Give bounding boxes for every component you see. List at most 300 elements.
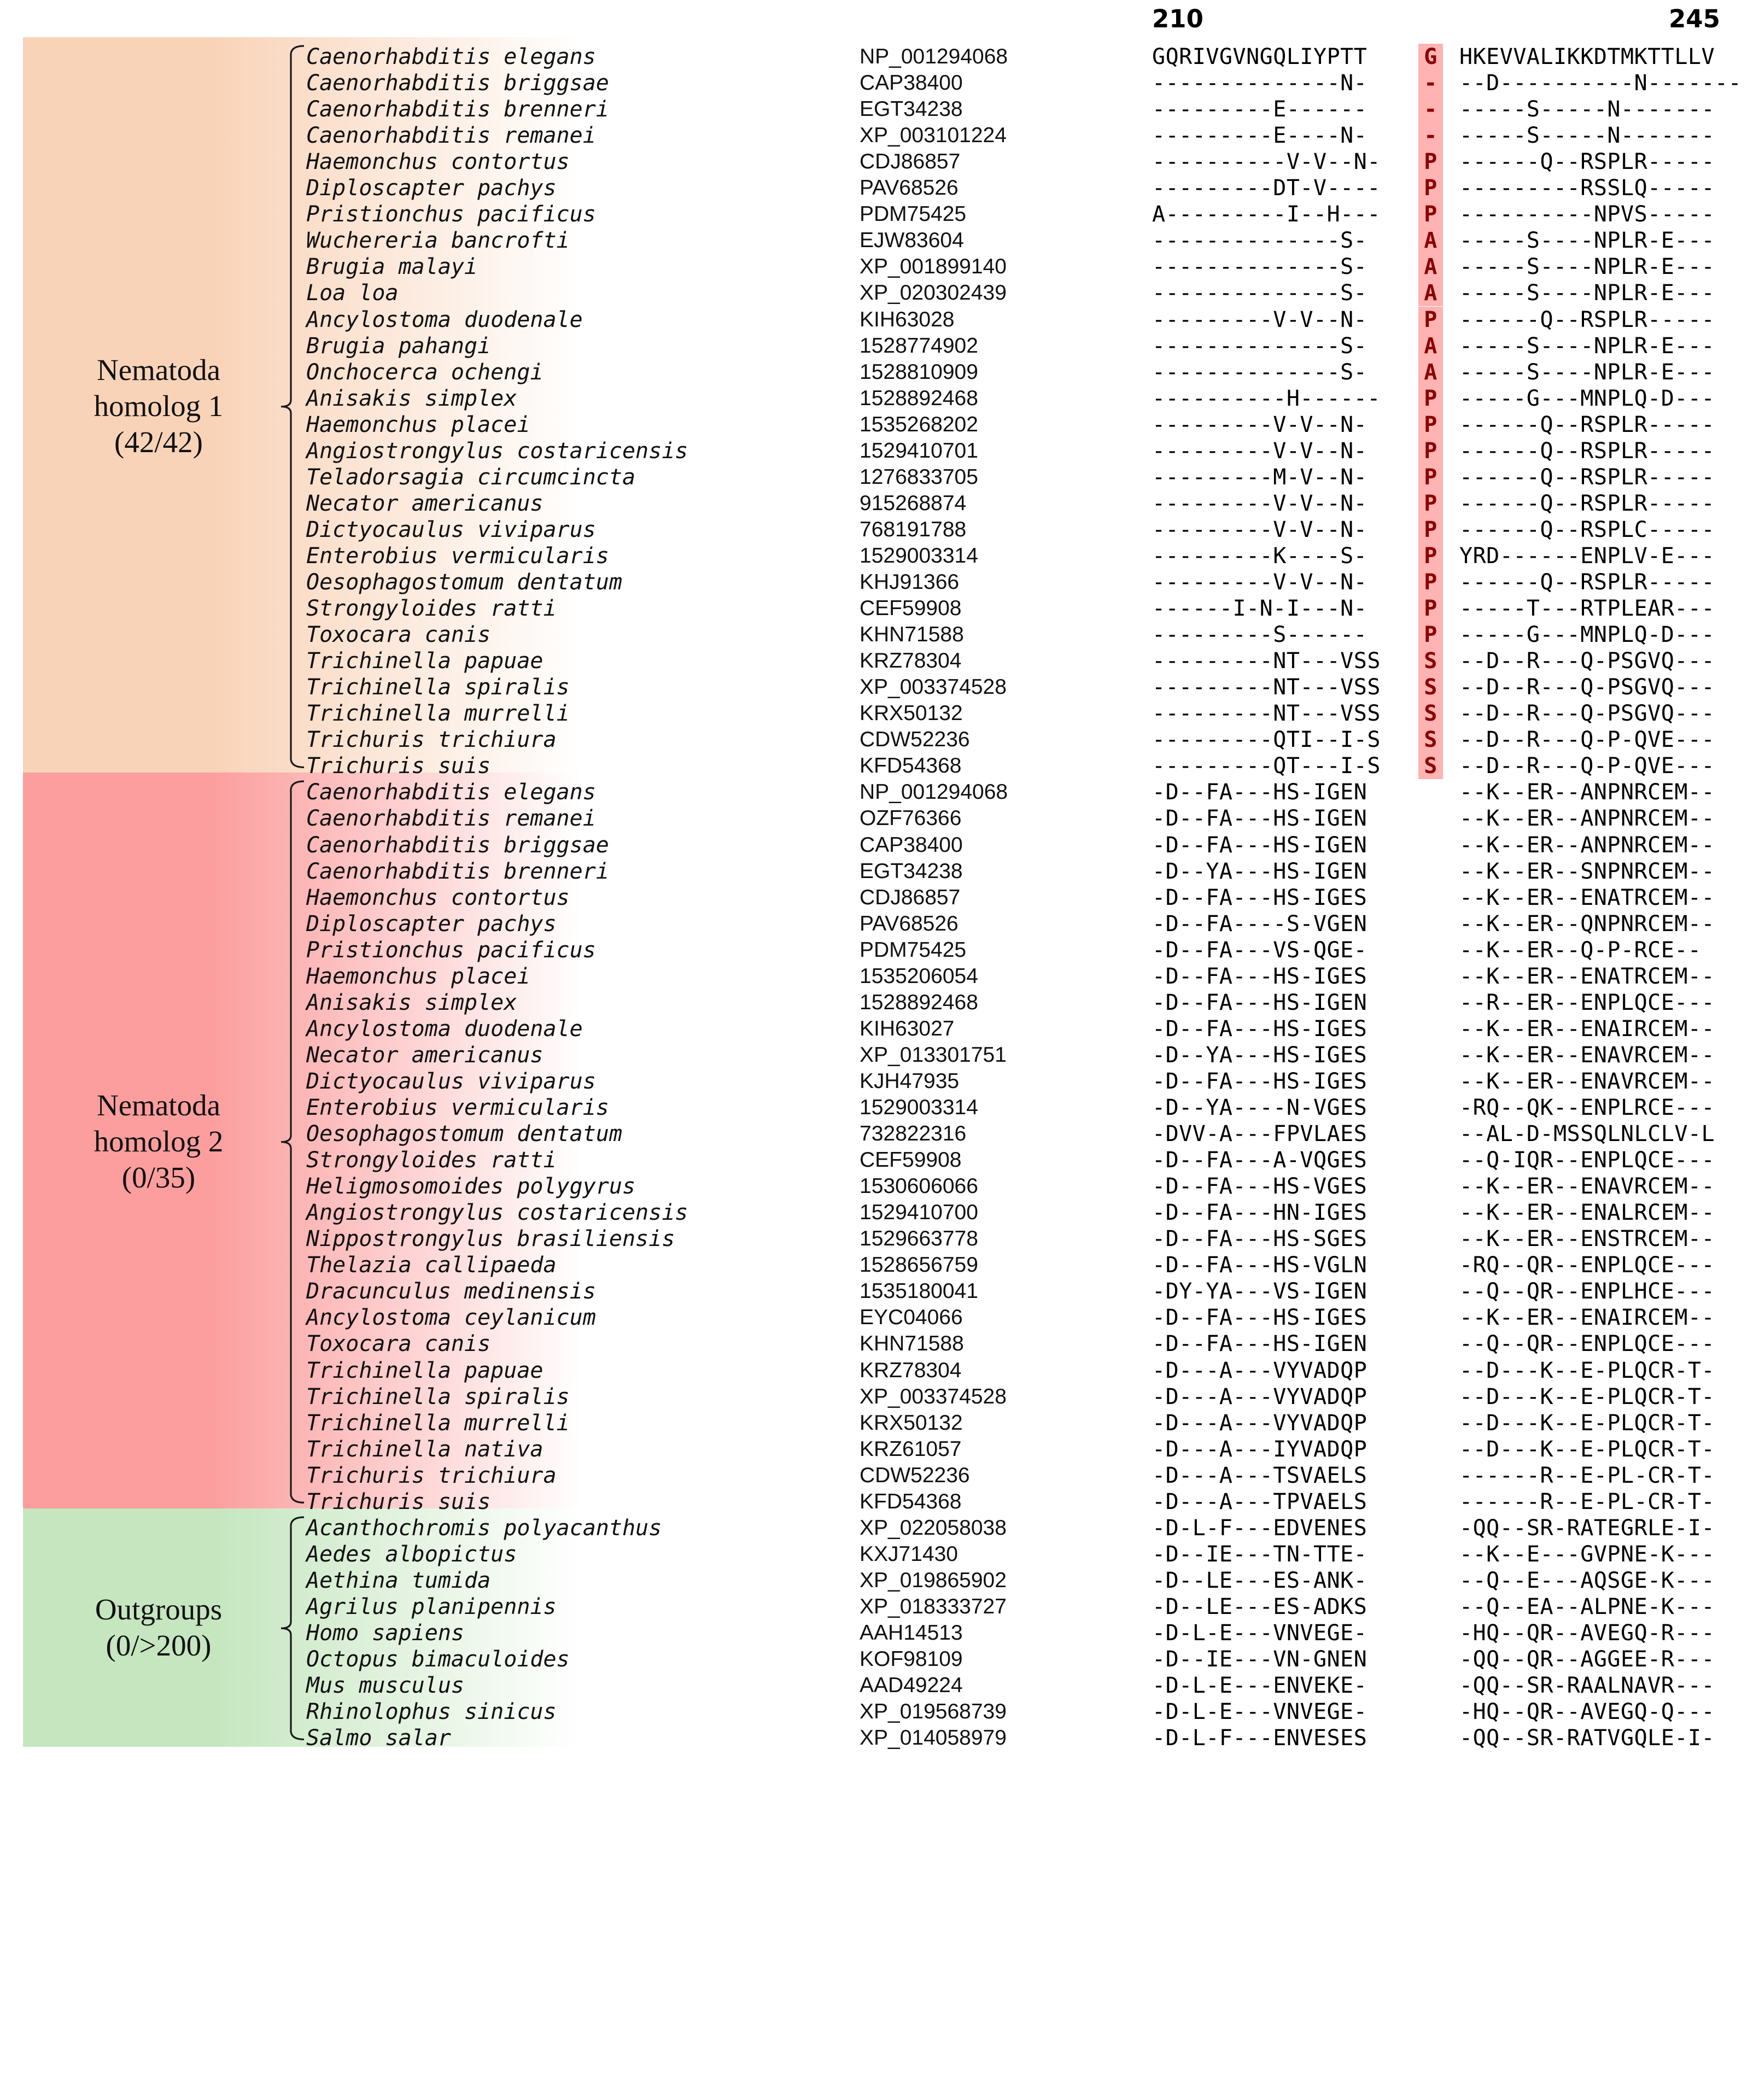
- sequence-segment-left: -D--FA---VS-QGE-: [1152, 937, 1368, 963]
- sequence-segment-left: -D---A---TSVAELS: [1152, 1463, 1368, 1488]
- sequence-segment-right: -HQ--QR--AVEGQ-R---: [1459, 1621, 1715, 1646]
- sequence-segment-left: -D---A---VYVADQP: [1152, 1384, 1368, 1409]
- table-row: [0, 912, 1759, 938]
- accession-number[interactable]: KHJ91366: [860, 570, 960, 594]
- species-name: Anisakis simplex: [306, 990, 517, 1015]
- sequence-segment-right: -----S----NPLR-E---: [1459, 333, 1715, 359]
- sequence-segment-right: ------Q--RSPLR-----: [1459, 464, 1715, 490]
- group-label-line: Nematoda: [96, 1089, 220, 1122]
- sequence-gap: [1443, 990, 1459, 1016]
- sequence-row: [1152, 1515, 1715, 1541]
- sequence-row: [1152, 1672, 1715, 1699]
- highlighted-residue: A: [1418, 333, 1443, 359]
- sequence-segment-right: -QQ--SR-RATVGQLE-I-: [1459, 1725, 1715, 1751]
- group-label-line: Outgroups: [95, 1593, 223, 1627]
- accession-number[interactable]: XP_003374528: [860, 1384, 1007, 1408]
- sequence-gap: [1443, 1173, 1459, 1200]
- sequence-row: [1152, 1226, 1715, 1252]
- accession-number[interactable]: 1529410700: [860, 1201, 978, 1225]
- sequence-gap: [1443, 1042, 1459, 1068]
- table-row: [0, 1385, 1759, 1411]
- species-name: Wuchereria bancrofti: [306, 228, 570, 254]
- highlighted-residue: S: [1418, 753, 1443, 779]
- table-row: [0, 1122, 1759, 1148]
- species-name: Necator americanus: [306, 1042, 544, 1068]
- group-label-line: (42/42): [114, 425, 203, 459]
- sequence-segment-left: -D--FA----S-VGEN: [1152, 911, 1368, 937]
- sequence-segment-right: --D--R---Q-PSGVQ---: [1459, 701, 1715, 727]
- sequence-segment-right: --K--ER--ANPNRCEM--: [1459, 806, 1715, 832]
- sequence-segment-left: ---------K----S-: [1152, 543, 1368, 569]
- accession-number[interactable]: KHN71588: [860, 1332, 964, 1356]
- table-row: [0, 1516, 1759, 1542]
- species-name: Diploscapter pachys: [306, 911, 557, 937]
- sequence-gap: [1443, 490, 1459, 517]
- sequence-gap: [1443, 412, 1459, 438]
- sequence-segment-left: -D--FA---HS-SGES: [1152, 1226, 1368, 1252]
- sequence-gap: [1443, 1567, 1459, 1594]
- sequence-segment-right: -RQ--QR--ENPLQCE---: [1459, 1253, 1715, 1278]
- sequence-segment-right: -----G---MNPLQ-D---: [1459, 622, 1715, 648]
- sequence-gap: [1443, 1410, 1459, 1436]
- sequence-segment-left: ---------E----N-: [1152, 123, 1368, 149]
- sequence-gap: [1443, 595, 1459, 622]
- accession-number[interactable]: 768191788: [860, 517, 967, 541]
- accession-number[interactable]: EJW83604: [860, 229, 964, 253]
- sequence-gap: [1443, 1226, 1459, 1252]
- sequence-row: [1152, 1095, 1715, 1121]
- accession-number[interactable]: 732822316: [860, 1122, 967, 1146]
- species-name: Oesophagostomum dentatum: [306, 570, 622, 595]
- highlight-placeholder: [1418, 1699, 1443, 1725]
- sequence-segment-left: ---------DT-V----: [1152, 176, 1381, 201]
- species-name: Haemonchus contortus: [306, 885, 570, 910]
- sequence-segment-left: --------------S-: [1152, 280, 1368, 306]
- accession-number[interactable]: 1528810909: [860, 360, 978, 384]
- accession-number[interactable]: KRX50132: [860, 701, 963, 726]
- highlight-placeholder: [1418, 858, 1443, 885]
- sequence-row: [1152, 858, 1715, 885]
- sequence-gap: [1443, 1725, 1459, 1751]
- sequence-gap: [1443, 805, 1459, 832]
- sequence-segment-left: -D--FA---HS-IGES: [1152, 963, 1368, 989]
- sequence-gap: [1443, 280, 1459, 306]
- species-name: Pristionchus pacificus: [306, 937, 596, 963]
- sequence-row: [1152, 937, 1701, 963]
- accession-number[interactable]: NP_001294068: [860, 45, 1008, 68]
- table-row: [0, 71, 1759, 97]
- species-name: Heligmosomoides polygyrus: [306, 1174, 636, 1200]
- sequence-segment-right: --D---K--E-PLQCR-T-: [1459, 1436, 1715, 1462]
- species-name: Trichuris suis: [306, 1489, 491, 1514]
- accession-number[interactable]: 1535206054: [860, 964, 978, 988]
- sequence-gap: [1443, 543, 1459, 569]
- highlight-placeholder: [1418, 937, 1443, 963]
- sequence-segment-right: --K--ER--ENATRCEM--: [1459, 963, 1715, 989]
- accession-number[interactable]: CEF59908: [860, 1148, 962, 1172]
- accession-number[interactable]: XP_003101224: [860, 124, 1007, 148]
- sequence-gap: [1443, 1384, 1459, 1410]
- sequence-segment-left: --------------S-: [1152, 333, 1368, 359]
- accession-number[interactable]: PDM75425: [860, 938, 967, 962]
- accession-number[interactable]: KOF98109: [860, 1647, 963, 1671]
- sequence-segment-left: --------------N-: [1152, 71, 1368, 96]
- table-row: [0, 1279, 1759, 1306]
- sequence-segment-left: -D--FA---HS-IGEN: [1152, 780, 1368, 805]
- table-row: [0, 518, 1759, 544]
- table-row: [0, 1621, 1759, 1647]
- accession-number[interactable]: CDW52236: [860, 728, 970, 752]
- sequence-segment-left: ---------V-V--N-: [1152, 570, 1368, 595]
- table-row: [0, 308, 1759, 334]
- species-name: Trichuris trichiura: [306, 1463, 557, 1488]
- table-row: [0, 439, 1759, 465]
- sequence-row: [1152, 1121, 1715, 1147]
- sequence-segment-right: --D---K--E-PLQCR-T-: [1459, 1410, 1715, 1436]
- sequence-segment-left: -D--FA---HS-VGLN: [1152, 1253, 1368, 1278]
- sequence-gap: [1443, 149, 1459, 175]
- species-name: Necator americanus: [306, 490, 544, 516]
- accession-number[interactable]: 1529003314: [860, 1096, 978, 1119]
- accession-number[interactable]: KJH47935: [860, 1069, 960, 1093]
- accession-number[interactable]: XP_020302439: [860, 281, 1007, 305]
- sequence-gap: [1443, 438, 1459, 464]
- position-label-start: 210: [1152, 4, 1203, 33]
- accession-number[interactable]: EGT34238: [860, 859, 963, 883]
- accession-number[interactable]: AAH14513: [860, 1621, 963, 1645]
- sequence-row: [1152, 1200, 1715, 1226]
- table-row: [0, 701, 1759, 728]
- accession-number[interactable]: KRX50132: [860, 1411, 963, 1435]
- sequence-row: [1152, 149, 1715, 175]
- table-row: [0, 413, 1759, 439]
- accession-number[interactable]: 1528892468: [860, 386, 978, 410]
- sequence-row: [1152, 1016, 1715, 1042]
- sequence-segment-right: ------Q--RSPLR-----: [1459, 149, 1715, 175]
- sequence-segment-right: --Q--EA--ALPNE-K---: [1459, 1594, 1715, 1619]
- sequence-segment-left: A---------I--H---: [1152, 202, 1381, 227]
- sequence-segment-right: --K--ER--ENAIRCEM--: [1459, 1016, 1715, 1042]
- accession-number[interactable]: XP_019568739: [860, 1700, 1007, 1724]
- species-name: Diploscapter pachys: [306, 176, 557, 201]
- sequence-row: [1152, 385, 1715, 412]
- table-row: [0, 728, 1759, 754]
- highlighted-residue: P: [1418, 622, 1443, 648]
- species-name: Salmo salar: [306, 1725, 451, 1751]
- sequence-segment-right: --K--ER--ENATRCEM--: [1459, 885, 1715, 910]
- highlight-placeholder: [1418, 1095, 1443, 1121]
- highlighted-residue: P: [1418, 517, 1443, 543]
- sequence-segment-left: ---------V-V--N-: [1152, 517, 1368, 542]
- accession-number[interactable]: CDJ86857: [860, 885, 961, 909]
- sequence-row: [1152, 1252, 1715, 1278]
- sequence-segment-left: -D--IE---TN-TTE-: [1152, 1541, 1368, 1567]
- group-label-line: (0/35): [121, 1161, 196, 1195]
- species-name: Dictyocaulus viviparus: [306, 1068, 596, 1094]
- sequence-gap: [1443, 963, 1459, 990]
- sequence-segment-right: ------Q--RSPLR-----: [1459, 307, 1715, 332]
- sequence-segment-right: ------Q--RSPLR-----: [1459, 438, 1715, 464]
- table-row: [0, 202, 1759, 229]
- species-name: Trichinella murrelli: [306, 701, 570, 727]
- accession-number[interactable]: OZF76366: [860, 806, 962, 830]
- accession-number[interactable]: XP_013301751: [860, 1043, 1007, 1067]
- sequence-row: [1152, 96, 1715, 122]
- accession-number[interactable]: XP_019865902: [860, 1568, 1007, 1592]
- accession-number[interactable]: KRZ78304: [860, 649, 962, 673]
- accession-number[interactable]: PAV68526: [860, 176, 959, 200]
- highlight-placeholder: [1418, 990, 1443, 1016]
- sequence-segment-right: --Q--QR--ENPLHCE---: [1459, 1279, 1715, 1305]
- sequence-segment-right: --D----------N-------: [1459, 71, 1742, 96]
- species-name: Toxocara canis: [306, 1331, 491, 1357]
- group-label-line: Nematoda: [96, 353, 220, 387]
- sequence-segment-left: --------------S-: [1152, 359, 1368, 385]
- species-name: Caenorhabditis briggsae: [306, 832, 609, 858]
- sequence-segment-right: --K--ER--SNPNRCEM--: [1459, 858, 1715, 884]
- table-row: [0, 176, 1759, 202]
- sequence-row: [1152, 1147, 1715, 1173]
- sequence-row: [1152, 911, 1715, 937]
- sequence-row: [1152, 1331, 1715, 1357]
- accession-number[interactable]: CDJ86857: [860, 150, 961, 174]
- accession-number[interactable]: KXJ71430: [860, 1542, 958, 1566]
- highlighted-residue: A: [1418, 359, 1443, 385]
- sequence-gap: [1443, 648, 1459, 674]
- sequence-segment-left: -D--YA---HS-IGEN: [1152, 858, 1368, 884]
- accession-number[interactable]: KFD54368: [860, 754, 962, 778]
- group-label-line: (0/>200): [106, 1629, 212, 1663]
- sequence-row: [1152, 490, 1715, 517]
- accession-number[interactable]: XP_001899140: [860, 255, 1007, 279]
- table-row: [0, 780, 1759, 806]
- accession-number[interactable]: XP_022058038: [860, 1516, 1007, 1540]
- sequence-row: [1152, 1489, 1715, 1515]
- accession-number[interactable]: 1529003314: [860, 543, 978, 568]
- sequence-row: [1152, 753, 1715, 779]
- sequence-segment-left: -D--FA---HS-VGES: [1152, 1174, 1368, 1200]
- highlighted-residue: -: [1418, 122, 1443, 149]
- sequence-row: [1152, 1278, 1715, 1305]
- sequence-segment-left: -D--FA---A-VQGES: [1152, 1148, 1368, 1173]
- sequence-segment-right: --K--ER--ANPNRCEM--: [1459, 780, 1715, 805]
- sequence-row: [1152, 595, 1715, 622]
- table-row: [0, 1726, 1759, 1752]
- table-row: [0, 1227, 1759, 1253]
- sequence-segment-right: -QQ--SR-RAALNAVR---: [1459, 1673, 1715, 1699]
- species-name: Caenorhabditis brenneri: [306, 858, 609, 884]
- table-row: [0, 1411, 1759, 1437]
- highlight-placeholder: [1418, 1463, 1443, 1489]
- table-row: [0, 334, 1759, 360]
- accession-number[interactable]: PAV68526: [860, 911, 959, 935]
- species-name: Toxocara canis: [306, 622, 491, 648]
- accession-number[interactable]: EYC04066: [860, 1306, 963, 1330]
- table-row: [0, 1595, 1759, 1621]
- table-row: [0, 991, 1759, 1017]
- sequence-gap: [1443, 832, 1459, 858]
- species-name: Acanthochromis polyacanthus: [306, 1515, 662, 1541]
- highlight-placeholder: [1418, 779, 1443, 805]
- accession-number[interactable]: 1528892468: [860, 990, 978, 1014]
- species-name: Dracunculus medinensis: [306, 1279, 596, 1305]
- sequence-segment-right: --Q--QR--ENPLQCE---: [1459, 1331, 1715, 1357]
- highlighted-residue: P: [1418, 307, 1443, 333]
- sequence-row: [1152, 254, 1715, 280]
- position-label-end: 245: [1669, 4, 1720, 33]
- sequence-segment-left: -D---A---IYVADQP: [1152, 1436, 1368, 1462]
- sequence-segment-right: -RQ--QK--ENPLRCE---: [1459, 1095, 1715, 1120]
- sequence-segment-left: ---------V-V--N-: [1152, 307, 1368, 332]
- sequence-segment-right: -----S----NPLR-E---: [1459, 254, 1715, 280]
- species-name: Octopus bimaculoides: [306, 1647, 570, 1672]
- highlighted-residue: S: [1418, 727, 1443, 753]
- species-name: Teladorsagia circumcincta: [306, 464, 636, 490]
- sequence-gap: [1443, 1672, 1459, 1699]
- sequence-segment-left: -D--FA---HS-IGES: [1152, 1016, 1368, 1042]
- accession-number[interactable]: 1276833705: [860, 465, 978, 489]
- sequence-row: [1152, 227, 1715, 254]
- sequence-segment-left: ---------E------: [1152, 97, 1368, 122]
- accession-number[interactable]: KIH63028: [860, 307, 955, 331]
- table-row: [0, 229, 1759, 255]
- sequence-gap: [1443, 1147, 1459, 1173]
- sequence-segment-left: ---------V-V--N-: [1152, 438, 1368, 464]
- highlighted-residue: -: [1418, 70, 1443, 96]
- accession-number[interactable]: KHN71588: [860, 623, 964, 647]
- species-name: Trichinella spiralis: [306, 675, 570, 700]
- sequence-segment-right: --K--ER--ENALRCEM--: [1459, 1200, 1715, 1226]
- sequence-row: [1152, 1410, 1715, 1436]
- species-name: Strongyloides ratti: [306, 596, 557, 622]
- accession-number[interactable]: XP_003374528: [860, 675, 1007, 699]
- species-name: Ancylostoma duodenale: [306, 1016, 583, 1042]
- species-name: Trichinella nativa: [306, 1436, 544, 1462]
- table-row: [0, 1253, 1759, 1279]
- sequence-gap: [1443, 254, 1459, 280]
- accession-number[interactable]: CAP38400: [860, 71, 963, 95]
- sequence-segment-right: -----S-----N-------: [1459, 97, 1715, 122]
- table-row: [0, 492, 1759, 518]
- accession-number[interactable]: CDW52236: [860, 1463, 970, 1487]
- sequence-row: [1152, 438, 1715, 464]
- highlight-placeholder: [1418, 1725, 1443, 1751]
- accession-number[interactable]: 1535268202: [860, 412, 978, 436]
- table-row: [0, 124, 1759, 150]
- highlighted-residue: P: [1418, 490, 1443, 517]
- sequence-row: [1152, 1384, 1715, 1410]
- sequence-row: [1152, 44, 1715, 70]
- sequence-segment-right: --AL-D-MSSQLNLCLV-L: [1459, 1121, 1715, 1147]
- sequence-segment-right: -----T---RTPLEAR---: [1459, 596, 1715, 622]
- accession-number[interactable]: KRZ61057: [860, 1437, 962, 1461]
- table-row: [0, 675, 1759, 701]
- accession-number[interactable]: CEF59908: [860, 596, 962, 621]
- species-name: Trichuris suis: [306, 753, 491, 779]
- sequence-segment-left: -D--FA---HS-IGES: [1152, 885, 1368, 910]
- sequence-row: [1152, 990, 1715, 1016]
- sequence-segment-right: ------Q--RSPLC-----: [1459, 517, 1715, 542]
- table-row: [0, 150, 1759, 176]
- sequence-gap: [1443, 1541, 1459, 1567]
- table-row: [0, 1148, 1759, 1174]
- table-row: [0, 1332, 1759, 1358]
- accession-number[interactable]: XP_014058979: [860, 1726, 1007, 1750]
- sequence-segment-left: -DY-YA---VS-IGEN: [1152, 1279, 1368, 1305]
- table-row: [0, 1542, 1759, 1569]
- table-row: [0, 964, 1759, 991]
- highlighted-residue: P: [1418, 543, 1443, 569]
- sequence-segment-left: -D--FA---HS-IGES: [1152, 1305, 1368, 1331]
- sequence-gap: [1443, 359, 1459, 385]
- sequence-row: [1152, 1725, 1715, 1751]
- sequence-gap: [1443, 569, 1459, 595]
- accession-number[interactable]: XP_018333727: [860, 1594, 1007, 1618]
- accession-number[interactable]: 1535180041: [860, 1279, 978, 1303]
- sequence-segment-left: ----------V-V--N-: [1152, 149, 1381, 175]
- highlight-placeholder: [1418, 1226, 1443, 1252]
- accession-number[interactable]: PDM75425: [860, 202, 967, 226]
- table-row: [0, 886, 1759, 912]
- sequence-segment-right: -QQ--SR-RATEGRLE-I-: [1459, 1515, 1715, 1541]
- sequence-segment-left: GQRIVGVNGQLIYPTT: [1152, 44, 1368, 69]
- species-name: Pristionchus pacificus: [306, 202, 596, 227]
- sequence-segment-left: ---------V-V--N-: [1152, 412, 1368, 437]
- accession-number[interactable]: AAD49224: [860, 1674, 963, 1698]
- highlight-placeholder: [1418, 1358, 1443, 1384]
- sequence-segment-left: -D--FA---HS-IGEN: [1152, 990, 1368, 1015]
- accession-number[interactable]: 915268874: [860, 491, 967, 515]
- accession-number[interactable]: 1529663778: [860, 1227, 978, 1251]
- table-row: [0, 1043, 1759, 1069]
- sequence-segment-right: --K--ER--ENAVRCEM--: [1459, 1042, 1715, 1068]
- highlight-placeholder: [1418, 1252, 1443, 1278]
- table-row: [0, 360, 1759, 387]
- species-name: Haemonchus placei: [306, 412, 530, 437]
- sequence-gap: [1443, 1358, 1459, 1384]
- table-row: [0, 1201, 1759, 1227]
- species-name: Enterobius vermicularis: [306, 543, 609, 569]
- highlighted-residue: A: [1418, 254, 1443, 280]
- highlighted-residue: P: [1418, 464, 1443, 490]
- table-row: [0, 465, 1759, 492]
- accession-number[interactable]: 1530606066: [860, 1174, 978, 1198]
- sequence-segment-left: -D--FA---HS-IGEN: [1152, 1331, 1368, 1357]
- highlight-placeholder: [1418, 911, 1443, 937]
- sequence-segment-right: --D--R---Q-PSGVQ---: [1459, 675, 1715, 700]
- accession-number[interactable]: KIH63027: [860, 1016, 955, 1040]
- sequence-gap: [1443, 1489, 1459, 1515]
- sequence-row: [1152, 1646, 1715, 1672]
- accession-number[interactable]: KFD54368: [860, 1489, 962, 1513]
- accession-number[interactable]: 1528656759: [860, 1253, 978, 1277]
- accession-number[interactable]: NP_001294068: [860, 780, 1008, 804]
- highlighted-residue: A: [1418, 227, 1443, 254]
- species-name: Brugia pahangi: [306, 333, 491, 359]
- accession-number[interactable]: KRZ78304: [860, 1358, 962, 1382]
- highlight-placeholder: [1418, 1646, 1443, 1672]
- accession-number[interactable]: 1528774902: [860, 334, 978, 358]
- sequence-segment-right: --Q--E---AQSGE-K---: [1459, 1567, 1715, 1593]
- sequence-gap: [1443, 1463, 1459, 1489]
- accession-number[interactable]: CAP38400: [860, 833, 963, 857]
- table-row: [0, 1306, 1759, 1332]
- accession-number[interactable]: EGT34238: [860, 97, 963, 121]
- sequence-row: [1152, 175, 1715, 201]
- accession-number[interactable]: 1529410701: [860, 438, 978, 463]
- table-row: [0, 570, 1759, 596]
- sequence-segment-right: ------Q--RSPLR-----: [1459, 570, 1715, 595]
